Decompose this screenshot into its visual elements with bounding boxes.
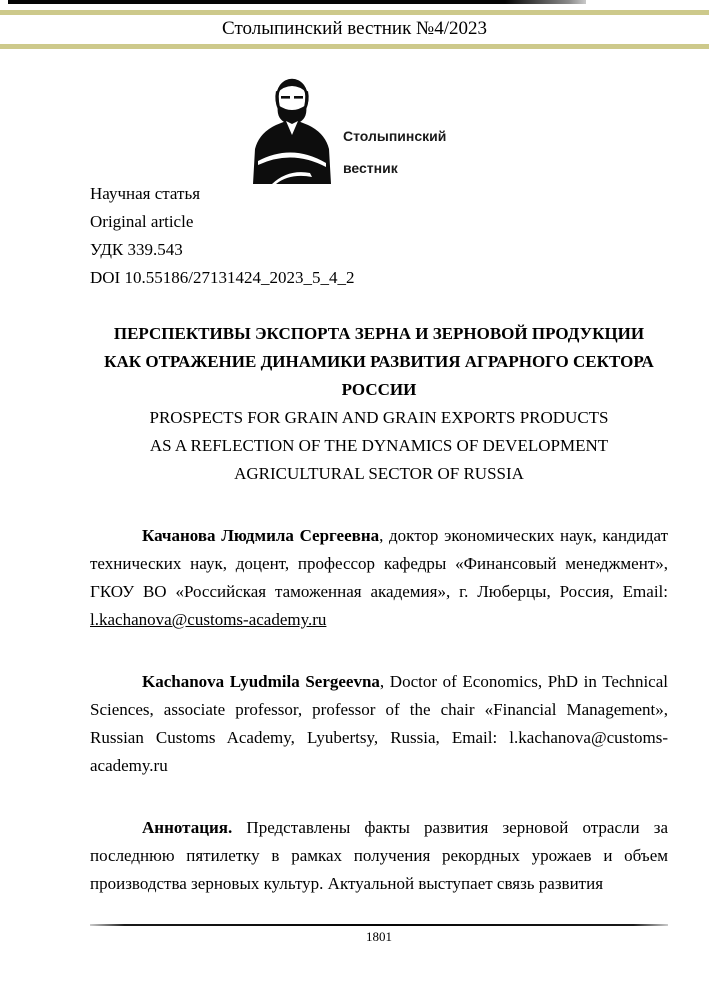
logo-word-1: Столыпинский [343, 128, 447, 144]
title-ru-line-2: КАК ОТРАЖЕНИЕ ДИНАМИКИ РАЗВИТИЯ АГРАРНОГО СЕКТОРА [104, 352, 654, 371]
title-en-line-2: AS A REFLECTION OF THE DYNAMICS OF DEVELOPMENT [149, 436, 609, 455]
abstract-text: Представлены факты развития зерновой отрасли за последнюю пятилетку в рамках получения рекордных урожаев и объем производства зерновых культур. Актуальной выступает связь развития [90, 818, 668, 893]
article-meta [90, 180, 668, 292]
abstract-paragraph [90, 814, 668, 898]
footer-rule [90, 924, 668, 926]
title-en-line-3: AGRICULTURAL SECTOR OF RUSSIA [234, 464, 524, 483]
meta-udk: УДК 339.543 [90, 240, 183, 259]
meta-article-type-en: Original article [90, 212, 194, 231]
article-title-en [90, 404, 668, 488]
article-title-ru [90, 320, 668, 404]
header-olive-rule-top [0, 10, 709, 15]
journal-header-title: Столыпинский вестник №4/2023 [222, 18, 487, 39]
title-ru-line-1: ПЕРСПЕКТИВЫ ЭКСПОРТА ЗЕРНА И ЗЕРНОВОЙ ПРОДУКЦИИ [113, 324, 645, 343]
author-paragraph-ru [90, 522, 668, 634]
article-body [90, 180, 668, 898]
author-paragraph-en [90, 668, 668, 780]
author-email-link[interactable]: l.kachanova@customs-academy.ru [90, 610, 327, 629]
title-en-line-1: PROSPECTS FOR GRAIN AND GRAIN EXPORTS PRODUCTS [149, 408, 609, 427]
journal-logo [247, 76, 467, 184]
abstract-label: Аннотация. [142, 818, 233, 837]
title-ru-line-3: РОССИИ [341, 380, 417, 399]
author-name-en: Kachanova Lyudmila Sergeevna [142, 672, 380, 691]
meta-doi: DOI 10.55186/27131424_2023_5_4_2 [90, 268, 355, 287]
author-name-ru: Качанова Людмила Сергеевна [142, 526, 380, 545]
header-olive-rule-bottom [0, 44, 709, 49]
top-black-rule [8, 0, 586, 4]
meta-article-type-ru: Научная статья [90, 184, 201, 203]
page-number: 1801 [366, 929, 392, 944]
author-details-ru: , доктор экономических наук, кандидат технических наук, доцент, профессор кафедры «Финансовый менеджмент», ГКОУ ВО «Российская таможенная академия», г. Люберцы, Россия, Email: [90, 526, 668, 601]
logo-word-2: вестник [343, 160, 398, 176]
author-details-en: , Doctor of Economics, PhD in Technical Sciences, associate professor, professor of the chair «Financial Management», Russian Customs Academy, Lyubertsy, Russia, Email: l.kachanova@customs-academy.ru [90, 672, 668, 775]
